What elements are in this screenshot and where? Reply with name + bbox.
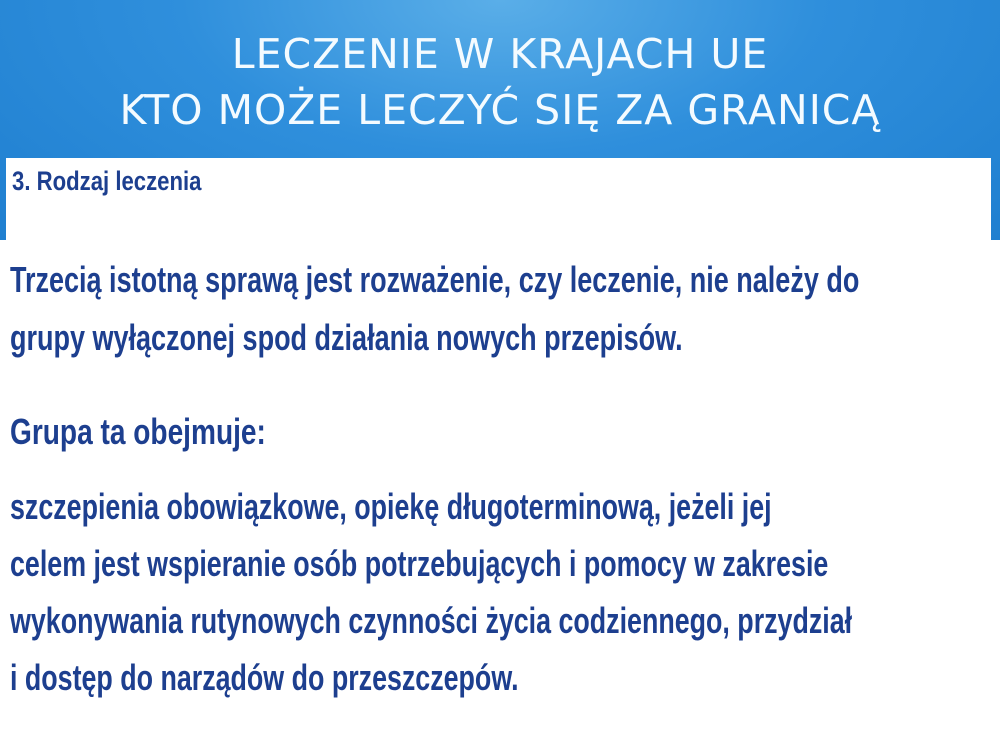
- group-contents-line: celem jest wspieranie osób potrzebujących i pomocy w zakresie: [10, 543, 829, 584]
- intro-line: grupy wyłączonej spod działania nowych przepisów.: [10, 317, 683, 358]
- intro-line: Trzecią istotną sprawą jest rozważenie, czy leczenie, nie należy do: [10, 259, 860, 300]
- page-title: [0, 26, 1000, 138]
- intro-paragraph: [10, 251, 859, 367]
- content-panel: [6, 158, 991, 730]
- group-contents-line: wykonywania rutynowych czynności życia codziennego, przydział: [10, 600, 853, 641]
- section-heading: 3. Rodzaj leczenia: [12, 166, 202, 196]
- page-title-line-1: LECZENIE W KRAJACH UE: [231, 30, 769, 78]
- group-contents-line: szczepienia obowiązkowe, opiekę długoterminową, jeżeli jej: [10, 486, 772, 527]
- group-contents-paragraph: [10, 478, 852, 706]
- page-title-line-2: KTO MOŻE LECZYĆ SIĘ ZA GRANICĄ: [119, 86, 881, 134]
- group-contents-line: i dostęp do narządów do przeszczepów.: [10, 657, 519, 698]
- group-label: Grupa ta obejmuje:: [10, 411, 266, 452]
